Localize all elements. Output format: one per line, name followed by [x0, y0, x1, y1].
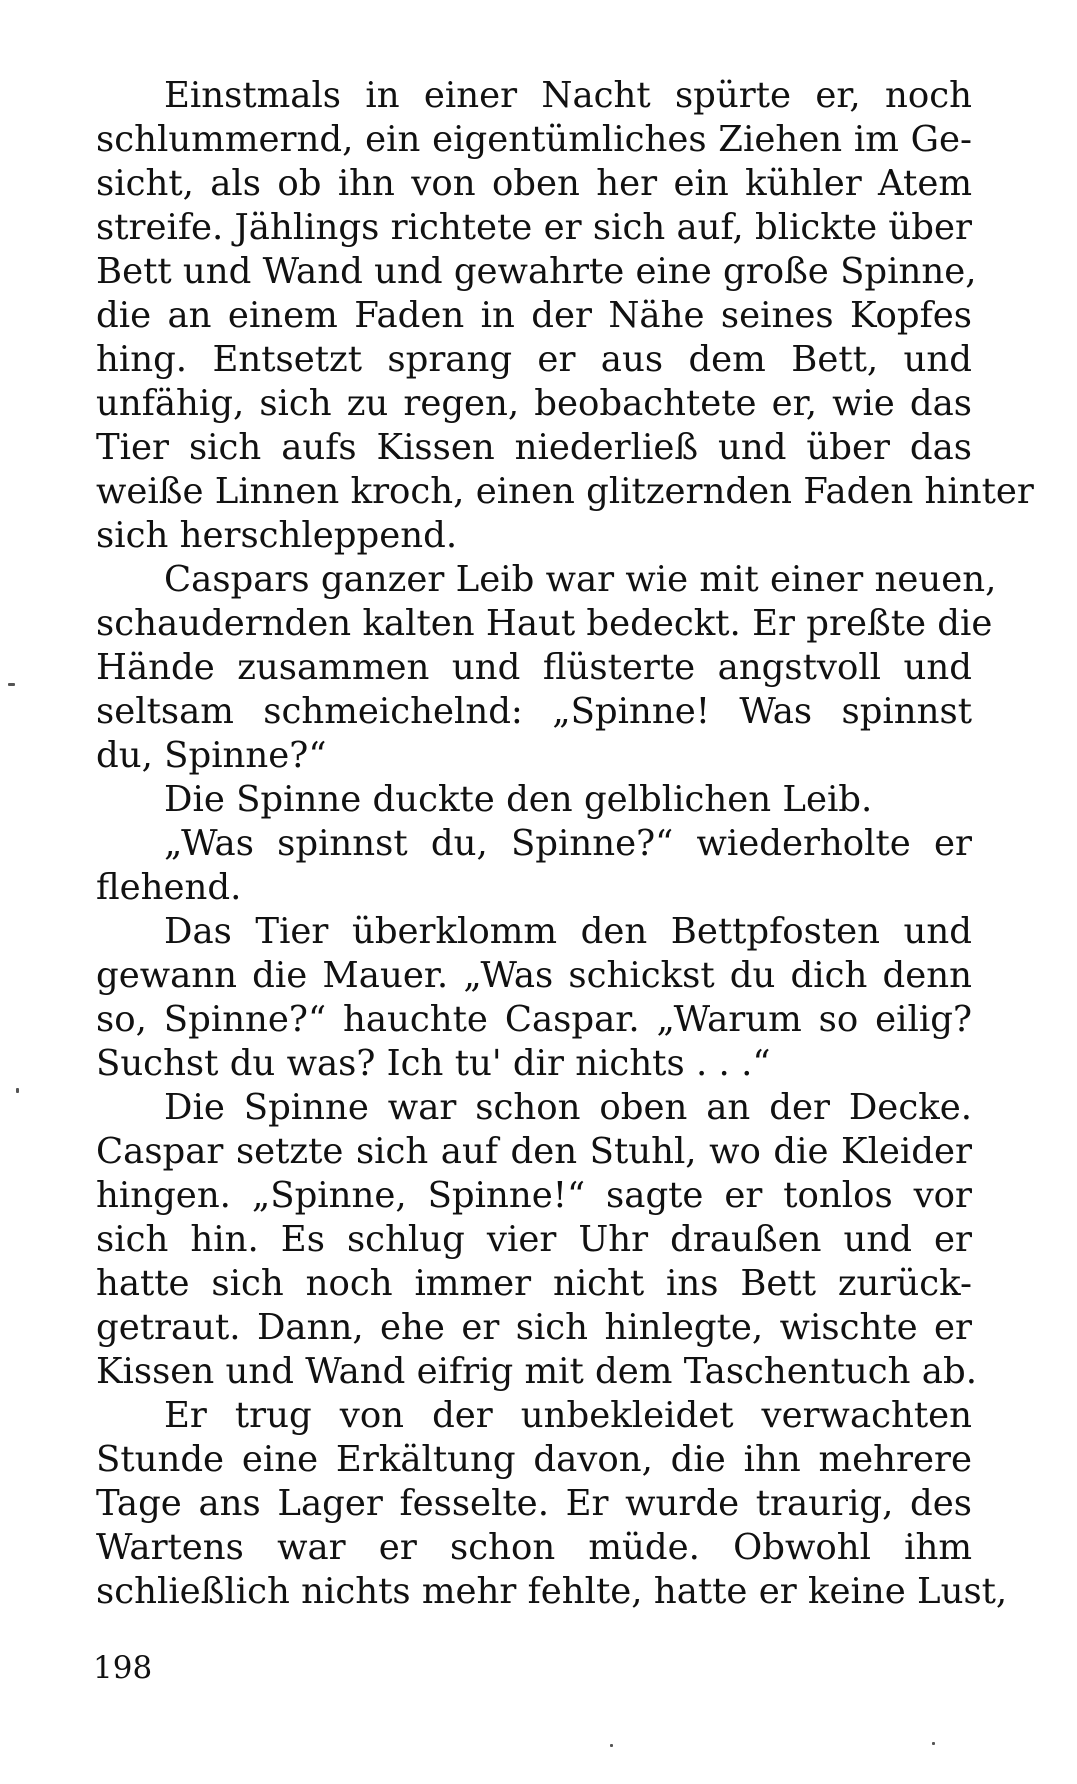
text-line: Wartens war er schon müde. Obwohl ihm [96, 1527, 972, 1568]
text-line: gewann die Mauer. „Was schickst du dich denn [96, 955, 972, 996]
text-line: Caspars ganzer Leib war wie mit einer neuen, [164, 559, 997, 600]
text-line: so, Spinne?“ hauchte Caspar. „Warum so eilig? [96, 999, 972, 1040]
text-line: schließlich nichts mehr fehlte, hatte er keine Lust, [96, 1571, 1008, 1612]
scan-speck [610, 1744, 613, 1747]
text-line: hingen. „Spinne, Spinne!“ sagte er tonlos vor [96, 1175, 972, 1216]
text-line: Tier sich aufs Kissen niederließ und über das [96, 427, 972, 468]
text-line: weiße Linnen kroch, einen glitzernden Faden hinter [96, 471, 1034, 512]
paragraph-end-line: sich herschleppend. [96, 515, 458, 556]
scan-speck [8, 683, 15, 686]
text-line: Hände zusammen und flüsterte angstvoll und [96, 647, 972, 688]
text-line: seltsam schmeichelnd: „Spinne! Was spinnst [96, 691, 972, 732]
text-line: sicht, als ob ihn von oben her ein kühler Atem [96, 163, 972, 204]
scan-speck [932, 1742, 935, 1745]
text-line: Kissen und Wand eifrig mit dem Taschentuch ab. [96, 1351, 977, 1392]
text-line: Die Spinne war schon oben an der Decke. [164, 1087, 972, 1128]
paragraph-end-line: Die Spinne duckte den gelblichen Leib. [164, 779, 873, 820]
text-line: Tage ans Lager fesselte. Er wurde traurig, des [96, 1483, 972, 1524]
body-text [96, 74, 1034, 1614]
text-line: getraut. Dann, ehe er sich hinlegte, wischte er [96, 1307, 972, 1348]
text-line: „Was spinnst du, Spinne?“ wiederholte er [164, 823, 972, 864]
paragraph-end-line: flehend. [96, 867, 242, 908]
text-line: Das Tier überklomm den Bettpfosten und [164, 911, 972, 952]
text-line: schlummernd, ein eigentümliches Ziehen im Ge- [96, 119, 972, 160]
page-number: 198 [93, 1650, 153, 1686]
text-line: die an einem Faden in der Nähe seines Kopfes [96, 295, 972, 336]
text-line: Er trug von der unbekleidet verwachten [164, 1395, 972, 1436]
text-line: Caspar setzte sich auf den Stuhl, wo die Kleider [96, 1131, 972, 1172]
text-line: unfähig, sich zu regen, beobachtete er, wie das [96, 383, 972, 424]
text-line: sich hin. Es schlug vier Uhr draußen und er [96, 1219, 972, 1260]
text-line: Stunde eine Erkältung davon, die ihn mehrere [96, 1439, 972, 1480]
paragraph-end-line: du, Spinne?“ [96, 735, 327, 776]
text-line: Bett und Wand und gewahrte eine große Spinne, [96, 251, 977, 292]
scan-speck [16, 1088, 19, 1093]
text-line: streife. Jählings richtete er sich auf, blickte über [96, 207, 972, 248]
text-line: Einstmals in einer Nacht spürte er, noch [164, 75, 972, 116]
text-line: schaudernden kalten Haut bedeckt. Er preßte die [96, 603, 993, 644]
text-line: hing. Entsetzt sprang er aus dem Bett, und [96, 339, 972, 380]
text-line: hatte sich noch immer nicht ins Bett zurück- [96, 1263, 972, 1304]
paragraph-end-line: Suchst du was? Ich tu' dir nichts . . .“ [96, 1043, 771, 1084]
